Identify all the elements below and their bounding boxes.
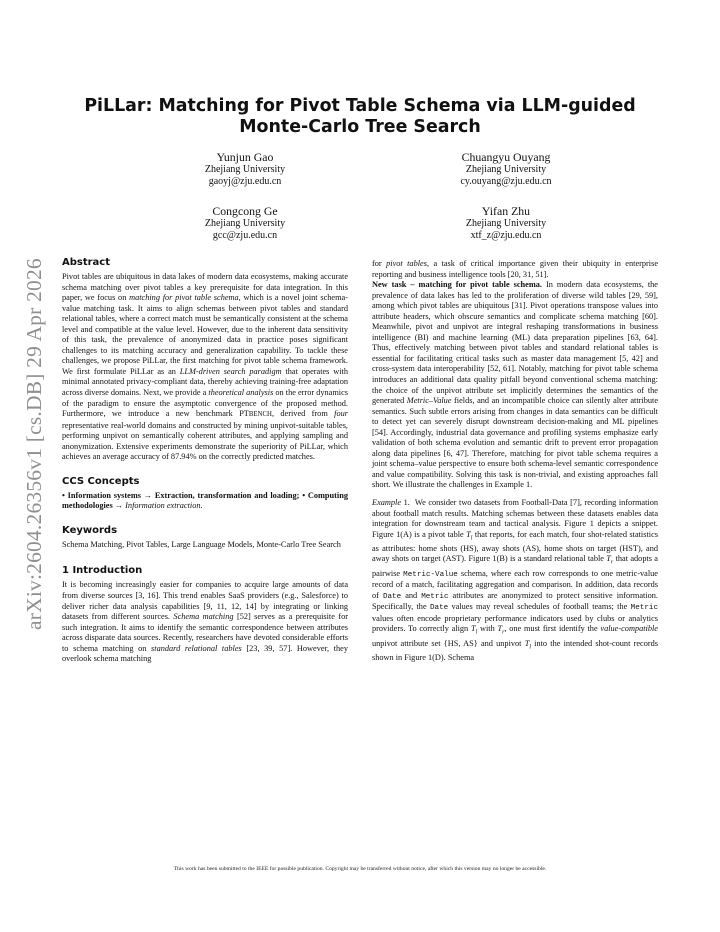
author-email: cy.ouyang@zju.edu.cn	[460, 176, 552, 188]
author-name: Congcong Ge	[212, 204, 278, 218]
ccs-heading: CCS Concepts	[62, 475, 140, 487]
author-affiliation: Zhejiang University	[465, 218, 547, 229]
author-email: gcc@zju.edu.cn	[212, 230, 278, 242]
paper-title	[60, 96, 660, 138]
left-column	[62, 256, 348, 665]
new-task-paragraph: New task – matching for pivot table schema. In modern data ecosystems, the prevalence of data lakes has led to the proliferation of diverse wild tables [29, 59], among which pivot tables are ubiquitous [31]. Pivot operations transpose values into attribute headers, which obscure semantics and complicate schema matching [60]. Meanwhile, pivot and unpivot are integral reshaping transformations in business intelligence (BI) and machine learning (ML) data preparation pipelines [63, 64]. Thus, effectively matching between pivot tables and standard relational tables is essential for facilitating critical tasks such as master data management [5, 42] and cross-system data interoperability [52, 61]. Notably, matching for pivot table schema introduces an additional data quality pitfall beyond conventional schema matching: the choice of the unpivot attribute set implicitly determines the semantics of the generated Metric–Value fields, and an incompatible choice can silently alter attribute semantics. Such subtle errors arising from changes in data semantics can be difficult to detect yet can severely disrupt downstream decision-making and ML pipelines [54]. Accordingly, industrial data governance and profiling systems emphasize early validation of both schema evolution and semantic drift to prevent error propagation along data pipelines [6, 47]. Therefore, matching for pivot table schema requires a joint schema–value perspective to ensure both schema-level semantic correspondence and value compatibility. Solving this task is non-trivial, and existing approaches fall short. We illustrate the challenges in Example 1.	[372, 280, 658, 490]
footnote: This work has been submitted to the IEEE for possible publication. Copyright may be transferred without notice, after which this version may no longer be accessible.	[173, 866, 547, 872]
arxiv-identifier: arXiv:2604.26356v1 [cs.DB] 29 Apr 2026	[22, 258, 46, 630]
example-paragraph: Example 1. We consider two datasets from Football-Data [7], recording information about football match results. Matching schemas between these datasets enables data integration for downstream team and tactical analysis. Figure 1 depicts a snippet. Figure 1(A) is a pivot table $T_l$ that reports, for each match, four shot-related statistics as attributes: home shots (HS), away shots (AS), home shots on target (HST), and away shots on target (AST). Figure 1(B) is a standard relational table $T_r$ that adopts a pairwise Metric-Value schema, where each row corresponds to one metric-value record of a match, facilitating aggregation and comparison. In addition, data records of Date and Metric attributes are anonymized to protect sensitive information. Specifically, the Date values may reveal schedules of football teams; the Metric values often encode proprietary performance indicators used by clubs or analytics providers. To correctly align $T_l$ with $T_r$, one must first identify the value-compatible unpivot attribute set {HS, AS} and unpivot $T_l$ into the intended shot-count records shown in Figure 1(D). Schema	[372, 498, 658, 662]
abstract-heading: Abstract	[62, 257, 111, 268]
author-block	[391, 204, 621, 243]
ccs-text: • Information systems → Extraction, transformation and loading; • Computing methodologies → Information extraction.	[62, 490, 348, 511]
author-block	[130, 150, 360, 189]
right-column	[372, 259, 658, 663]
intro-continued: for pivot tables, a task of critical importance given their ubiquity in enterprise reporting and business intelligence tools [20, 31, 51].	[372, 259, 659, 279]
keywords-heading: Keywords	[62, 524, 118, 536]
author-block	[391, 150, 621, 189]
author-affiliation: Zhejiang University	[204, 164, 286, 175]
title-line-2: Monte-Carlo Tree Search	[239, 117, 481, 137]
author-email: gaoyj@zju.edu.cn	[208, 176, 282, 188]
author-name: Chuangyu Ouyang	[461, 150, 551, 164]
keywords-text: Schema Matching, Pivot Tables, Large Language Models, Monte-Carlo Tree Search	[62, 539, 341, 549]
author-affiliation: Zhejiang University	[465, 164, 547, 175]
author-name: Yifan Zhu	[481, 204, 531, 218]
title-line-1: PiLLar: Matching for Pivot Table Schema via LLM-guided	[84, 96, 636, 116]
intro-text: It is becoming increasingly easier for companies to acquire large amounts of data from diverse sources [3, 16]. This trend enables SaaS providers (e.g., Salesforce) to deliver richer data analysis capabilities [9, 11, 12, 14] by integrating or linking datasets from different sources. Schema matching [52] serves as a prerequisite for such integration. It aims to identify the semantic correspondence between attributes across disparate data sources. Recently, researchers have devoted considerable efforts to schema matching on standard relational tables [23, 39, 57]. However, they overlook schema matching	[62, 580, 349, 664]
author-name: Yunjun Gao	[216, 150, 274, 164]
author-email: xtf_z@zju.edu.cn	[470, 230, 542, 242]
author-affiliation: Zhejiang University	[204, 218, 286, 229]
author-block	[130, 204, 360, 243]
intro-heading: 1 Introduction	[62, 565, 143, 577]
abstract-text: Pivot tables are ubiquitous in data lakes of modern data ecosystems, making accurate schema matching over pivot tables a key prerequisite for data integration. In this paper, we focus on matching for pivot table schema, which is a novel joint schema-value matching task. It aims to align schemas between pivot tables and standard relational tables, where a correct match must be semantically consistent at the schema level and compatible at the value level. However, due to the inherent data sensitivity of this task, the prevalence of anonymized data in practice poses significant challenges to its matching accuracy and generalization capability. To tackle these challenges, we propose PiLLar, the first matching for pivot table schema framework. We first formulate PiLLar as an LLM-driven search paradigm that operates with minimal annotated privacy-compliant data, thereby achieving training-free adaptation across diverse domains. Next, we provide a theoretical analysis on the error dynamics of the paradigm to ensure the asymptotic convergence of the proposed method. Furthermore, we introduce a new benchmark PTBENCH, derived from four representative real-world domains and constructed by mining unpivot-suitable tables, performing unpivot on semantically coherent attributes, and applying sampling and anonymization. Extensive experiments demonstrate the superiority of PiLLar, which achieves an average accuracy of 87.94% on the correctly predicted matches.	[62, 272, 349, 462]
